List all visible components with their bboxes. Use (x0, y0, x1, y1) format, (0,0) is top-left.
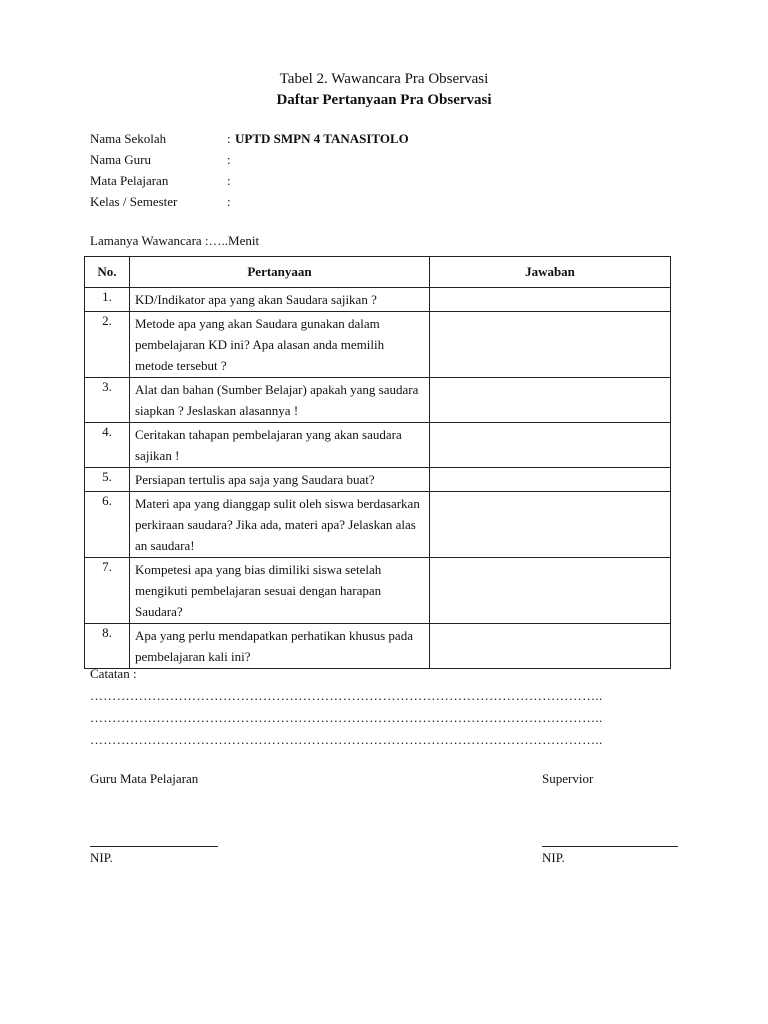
row-number: 3. (85, 378, 130, 423)
question-cell: KD/Indikator apa yang akan Saudara sajikan ? (130, 288, 430, 312)
answer-cell[interactable] (430, 378, 671, 423)
supervisor-signature-title: Supervior (542, 771, 594, 786)
answer-cell[interactable] (430, 558, 671, 624)
subject-colon: : (227, 173, 231, 188)
interview-duration: Lamanya Wawancara :…..Menit (90, 233, 260, 248)
school-name-label: Nama Sekolah (90, 131, 167, 146)
form-title: Daftar Pertanyaan Pra Observasi (276, 92, 492, 108)
notes-line[interactable]: …………………………………………………………………………………………………….. (90, 688, 603, 703)
row-number: 7. (85, 558, 130, 624)
row-number: 8. (85, 624, 130, 669)
row-number: 5. (85, 468, 130, 492)
answer-cell[interactable] (430, 288, 671, 312)
answer-cell[interactable] (430, 624, 671, 669)
question-cell: Metode apa yang akan Saudara gunakan dalam pembelajaran KD ini? Apa alasan anda memilih metode tersebut ? (130, 312, 430, 378)
notes-label: Catatan : (90, 666, 137, 681)
table-caption: Tabel 2. Wawancara Pra Observasi (279, 71, 489, 87)
table-row (85, 423, 671, 468)
row-number: 1. (85, 288, 130, 312)
row-number: 6. (85, 492, 130, 558)
answer-cell[interactable] (430, 468, 671, 492)
teacher-name-label: Nama Guru (90, 152, 152, 167)
supervisor-nip-label: NIP. (542, 850, 565, 865)
table-row (85, 624, 671, 669)
question-table (84, 256, 671, 669)
table-row (85, 378, 671, 423)
question-cell: Persiapan tertulis apa saja yang Saudara buat? (130, 468, 430, 492)
school-name-colon: : (227, 131, 231, 146)
table-row (85, 558, 671, 624)
question-cell: Alat dan bahan (Sumber Belajar) apakah yang saudara siapkan ? Jeslaskan alasannya ! (130, 378, 430, 423)
notes-line[interactable]: …………………………………………………………………………………………………….. (90, 732, 603, 747)
table-row (85, 492, 671, 558)
table-header-row (85, 257, 671, 288)
row-number: 2. (85, 312, 130, 378)
teacher-signature-title: Guru Mata Pelajaran (90, 771, 199, 786)
question-cell: Materi apa yang dianggap sulit oleh siswa berdasarkan perkiraan saudara? Jika ada, materi apa? Jelaskan alas an saudara! (130, 492, 430, 558)
school-name-value: UPTD SMPN 4 TANASITOLO (235, 131, 409, 146)
question-cell: Apa yang perlu mendapatkan perhatikan khusus pada pembelajaran kali ini? (130, 624, 430, 669)
teacher-signature-line[interactable] (90, 846, 218, 847)
question-cell: Kompetesi apa yang bias dimiliki siswa setelah mengikuti pembelajaran sesuai dengan harapan Saudara? (130, 558, 430, 624)
class-semester-colon: : (227, 194, 231, 209)
supervisor-signature-line[interactable] (542, 846, 678, 847)
teacher-name-colon: : (227, 152, 231, 167)
teacher-nip-label: NIP. (90, 850, 113, 865)
class-semester-label: Kelas / Semester (90, 194, 178, 209)
answer-cell[interactable] (430, 492, 671, 558)
header-no: No. (85, 257, 130, 288)
question-cell: Ceritakan tahapan pembelajaran yang akan saudara sajikan ! (130, 423, 430, 468)
table-row (85, 312, 671, 378)
answer-cell[interactable] (430, 423, 671, 468)
notes-line[interactable]: …………………………………………………………………………………………………….. (90, 710, 603, 725)
table-row (85, 288, 671, 312)
subject-label: Mata Pelajaran (90, 173, 169, 188)
table-row (85, 468, 671, 492)
row-number: 4. (85, 423, 130, 468)
header-question: Pertanyaan (130, 257, 430, 288)
answer-cell[interactable] (430, 312, 671, 378)
header-answer: Jawaban (430, 257, 671, 288)
